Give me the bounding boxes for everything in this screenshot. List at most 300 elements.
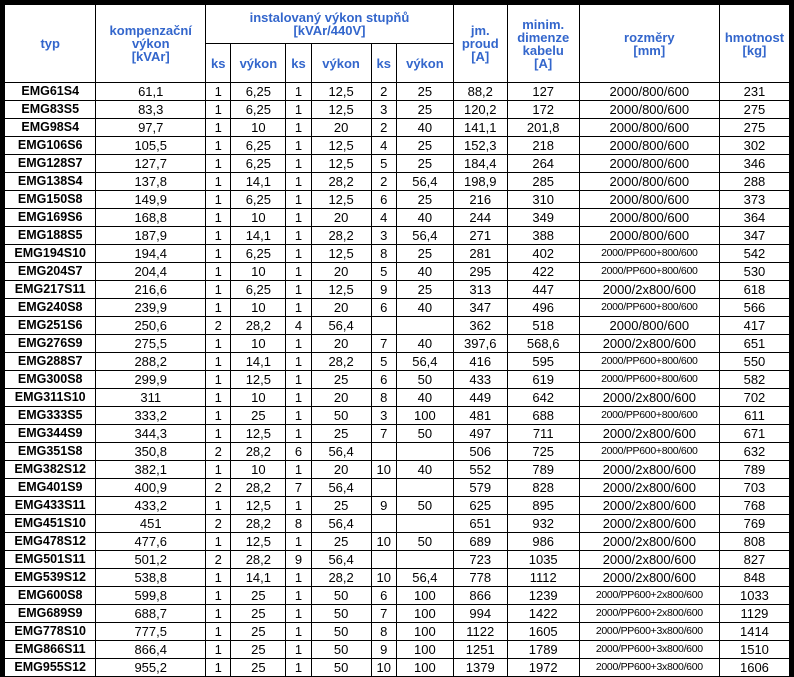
cell-kompenzacni-vykon: 299,9 xyxy=(96,371,205,388)
cell-hmotnost: 364 xyxy=(720,209,789,226)
cell-ks-1: 1 xyxy=(206,281,230,298)
cell-kompenzacni-vykon: 955,2 xyxy=(96,659,205,676)
cell-ks-3 xyxy=(372,515,396,532)
cell-typ: EMG240S8 xyxy=(5,299,95,316)
cell-ks-1: 1 xyxy=(206,623,230,640)
cell-kompenzacni-vykon: 83,3 xyxy=(96,101,205,118)
table-row xyxy=(5,425,789,442)
cell-rozmery: 2000/PP600+3x800/600 xyxy=(580,623,719,640)
cell-ks-1: 1 xyxy=(206,173,230,190)
cell-ks-2: 1 xyxy=(286,173,310,190)
col-header-hmotnost: hmotnost [kg] xyxy=(720,5,789,82)
table-row xyxy=(5,551,789,568)
cell-vykon-2: 20 xyxy=(312,389,371,406)
cell-vykon-1: 28,2 xyxy=(231,443,285,460)
cell-minim-dimenze: 1972 xyxy=(508,659,579,676)
cell-vykon-2: 28,2 xyxy=(312,569,371,586)
cell-rozmery: 2000/800/600 xyxy=(580,173,719,190)
cell-ks-2: 1 xyxy=(286,659,310,676)
cell-ks-3: 3 xyxy=(372,227,396,244)
cell-rozmery: 2000/2x800/600 xyxy=(580,461,719,478)
cell-kompenzacni-vykon: 344,3 xyxy=(96,425,205,442)
cell-ks-1: 1 xyxy=(206,497,230,514)
col-header-jm-proud: jm. proud [A] xyxy=(454,5,507,82)
cell-ks-3: 2 xyxy=(372,119,396,136)
cell-vykon-1: 6,25 xyxy=(231,191,285,208)
cell-vykon-3: 100 xyxy=(397,587,453,604)
cell-jm-proud: 362 xyxy=(454,317,507,334)
cell-ks-3: 9 xyxy=(372,497,396,514)
cell-ks-3: 6 xyxy=(372,371,396,388)
table-row xyxy=(5,155,789,172)
cell-ks-2: 1 xyxy=(286,335,310,352)
cell-kompenzacni-vykon: 538,8 xyxy=(96,569,205,586)
cell-vykon-2: 28,2 xyxy=(312,227,371,244)
cell-minim-dimenze: 201,8 xyxy=(508,119,579,136)
cell-vykon-3: 25 xyxy=(397,245,453,262)
cell-rozmery: 2000/PP600+2x800/600 xyxy=(580,587,719,604)
cell-minim-dimenze: 1789 xyxy=(508,641,579,658)
cell-kompenzacni-vykon: 239,9 xyxy=(96,299,205,316)
cell-typ: EMG169S6 xyxy=(5,209,95,226)
cell-ks-1: 1 xyxy=(206,425,230,442)
cell-kompenzacni-vykon: 777,5 xyxy=(96,623,205,640)
table-row xyxy=(5,335,789,352)
cell-vykon-2: 50 xyxy=(312,587,371,604)
cell-kompenzacni-vykon: 688,7 xyxy=(96,605,205,622)
cell-minim-dimenze: 310 xyxy=(508,191,579,208)
cell-vykon-2: 12,5 xyxy=(312,245,371,262)
cell-typ: EMG288S7 xyxy=(5,353,95,370)
cell-ks-1: 1 xyxy=(206,569,230,586)
cell-vykon-3: 50 xyxy=(397,425,453,442)
cell-ks-2: 1 xyxy=(286,209,310,226)
col-header-ks-3: ks xyxy=(372,44,396,82)
cell-vykon-3: 25 xyxy=(397,83,453,100)
table-row xyxy=(5,569,789,586)
cell-vykon-1: 12,5 xyxy=(231,425,285,442)
table-row xyxy=(5,281,789,298)
cell-kompenzacni-vykon: 168,8 xyxy=(96,209,205,226)
cell-hmotnost: 530 xyxy=(720,263,789,280)
cell-ks-1: 1 xyxy=(206,659,230,676)
cell-ks-1: 1 xyxy=(206,101,230,118)
cell-kompenzacni-vykon: 400,9 xyxy=(96,479,205,496)
cell-jm-proud: 281 xyxy=(454,245,507,262)
cell-typ: EMG501S11 xyxy=(5,551,95,568)
col-header-rozmery: rozměry [mm] xyxy=(580,5,719,82)
cell-ks-1: 1 xyxy=(206,191,230,208)
cell-ks-1: 1 xyxy=(206,155,230,172)
cell-hmotnost: 373 xyxy=(720,191,789,208)
cell-ks-3: 5 xyxy=(372,263,396,280)
cell-vykon-2: 50 xyxy=(312,641,371,658)
cell-vykon-1: 10 xyxy=(231,209,285,226)
cell-vykon-2: 12,5 xyxy=(312,191,371,208)
cell-jm-proud: 152,3 xyxy=(454,137,507,154)
cell-jm-proud: 120,2 xyxy=(454,101,507,118)
cell-rozmery: 2000/PP600+800/600 xyxy=(580,443,719,460)
cell-minim-dimenze: 285 xyxy=(508,173,579,190)
cell-vykon-3: 40 xyxy=(397,119,453,136)
cell-vykon-1: 14,1 xyxy=(231,569,285,586)
cell-kompenzacni-vykon: 149,9 xyxy=(96,191,205,208)
cell-vykon-2: 25 xyxy=(312,425,371,442)
cell-ks-2: 1 xyxy=(286,245,310,262)
cell-ks-2: 9 xyxy=(286,551,310,568)
cell-minim-dimenze: 688 xyxy=(508,407,579,424)
cell-vykon-1: 25 xyxy=(231,407,285,424)
cell-kompenzacni-vykon: 433,2 xyxy=(96,497,205,514)
cell-rozmery: 2000/800/600 xyxy=(580,191,719,208)
cell-ks-1: 1 xyxy=(206,461,230,478)
cell-ks-2: 1 xyxy=(286,407,310,424)
cell-ks-1: 2 xyxy=(206,515,230,532)
cell-ks-1: 1 xyxy=(206,209,230,226)
cell-ks-3: 4 xyxy=(372,137,396,154)
cell-rozmery: 2000/800/600 xyxy=(580,119,719,136)
cell-ks-2: 1 xyxy=(286,497,310,514)
cell-jm-proud: 1122 xyxy=(454,623,507,640)
cell-hmotnost: 1510 xyxy=(720,641,789,658)
cell-vykon-2: 12,5 xyxy=(312,101,371,118)
cell-vykon-1: 10 xyxy=(231,335,285,352)
col-header-instalovany-vykon: instalovaný výkon stupňů [kVAr/440V] xyxy=(206,5,453,43)
cell-ks-2: 1 xyxy=(286,587,310,604)
table-row xyxy=(5,623,789,640)
cell-typ: EMG539S12 xyxy=(5,569,95,586)
col-header-ks-2: ks xyxy=(286,44,310,82)
cell-vykon-2: 56,4 xyxy=(312,479,371,496)
table-row xyxy=(5,227,789,244)
cell-vykon-1: 12,5 xyxy=(231,497,285,514)
cell-hmotnost: 703 xyxy=(720,479,789,496)
cell-ks-3: 2 xyxy=(372,83,396,100)
cell-hmotnost: 1414 xyxy=(720,623,789,640)
cell-ks-3: 6 xyxy=(372,299,396,316)
cell-vykon-1: 10 xyxy=(231,119,285,136)
cell-rozmery: 2000/800/600 xyxy=(580,155,719,172)
cell-jm-proud: 216 xyxy=(454,191,507,208)
cell-rozmery: 2000/PP600+3x800/600 xyxy=(580,659,719,676)
cell-vykon-3: 100 xyxy=(397,659,453,676)
table-row xyxy=(5,263,789,280)
cell-vykon-3 xyxy=(397,443,453,460)
cell-typ: EMG276S9 xyxy=(5,335,95,352)
cell-vykon-3 xyxy=(397,551,453,568)
cell-hmotnost: 275 xyxy=(720,101,789,118)
cell-ks-2: 1 xyxy=(286,623,310,640)
table-row xyxy=(5,659,789,676)
cell-vykon-3: 40 xyxy=(397,335,453,352)
cell-minim-dimenze: 388 xyxy=(508,227,579,244)
col-header-ks-1: ks xyxy=(206,44,230,82)
cell-vykon-2: 20 xyxy=(312,263,371,280)
cell-vykon-3: 56,4 xyxy=(397,353,453,370)
cell-vykon-1: 12,5 xyxy=(231,533,285,550)
cell-vykon-3: 40 xyxy=(397,461,453,478)
cell-rozmery: 2000/2x800/600 xyxy=(580,281,719,298)
col-header-vykon-3: výkon xyxy=(397,44,453,82)
cell-typ: EMG138S4 xyxy=(5,173,95,190)
cell-typ: EMG150S8 xyxy=(5,191,95,208)
cell-kompenzacni-vykon: 350,8 xyxy=(96,443,205,460)
table-row xyxy=(5,119,789,136)
cell-ks-1: 1 xyxy=(206,641,230,658)
cell-vykon-3: 40 xyxy=(397,263,453,280)
cell-typ: EMG451S10 xyxy=(5,515,95,532)
cell-vykon-3: 50 xyxy=(397,497,453,514)
cell-ks-1: 1 xyxy=(206,299,230,316)
cell-hmotnost: 417 xyxy=(720,317,789,334)
cell-ks-1: 2 xyxy=(206,551,230,568)
cell-jm-proud: 723 xyxy=(454,551,507,568)
cell-typ: EMG98S4 xyxy=(5,119,95,136)
cell-kompenzacni-vykon: 105,5 xyxy=(96,137,205,154)
cell-minim-dimenze: 1422 xyxy=(508,605,579,622)
cell-typ: EMG351S8 xyxy=(5,443,95,460)
cell-minim-dimenze: 1605 xyxy=(508,623,579,640)
cell-vykon-1: 25 xyxy=(231,605,285,622)
cell-vykon-1: 28,2 xyxy=(231,317,285,334)
cell-typ: EMG866S11 xyxy=(5,641,95,658)
cell-vykon-1: 28,2 xyxy=(231,515,285,532)
cell-vykon-1: 14,1 xyxy=(231,227,285,244)
cell-jm-proud: 625 xyxy=(454,497,507,514)
cell-kompenzacni-vykon: 187,9 xyxy=(96,227,205,244)
table-row xyxy=(5,605,789,622)
cell-ks-1: 1 xyxy=(206,587,230,604)
cell-jm-proud: 497 xyxy=(454,425,507,442)
cell-jm-proud: 184,4 xyxy=(454,155,507,172)
cell-hmotnost: 1606 xyxy=(720,659,789,676)
cell-jm-proud: 88,2 xyxy=(454,83,507,100)
cell-ks-2: 1 xyxy=(286,155,310,172)
cell-ks-3 xyxy=(372,551,396,568)
cell-rozmery: 2000/PP600+800/600 xyxy=(580,245,719,262)
cell-ks-1: 1 xyxy=(206,263,230,280)
cell-kompenzacni-vykon: 311 xyxy=(96,389,205,406)
cell-ks-1: 1 xyxy=(206,335,230,352)
cell-hmotnost: 611 xyxy=(720,407,789,424)
table-row xyxy=(5,389,789,406)
cell-kompenzacni-vykon: 194,4 xyxy=(96,245,205,262)
cell-hmotnost: 347 xyxy=(720,227,789,244)
cell-typ: EMG128S7 xyxy=(5,155,95,172)
cell-typ: EMG61S4 xyxy=(5,83,95,100)
cell-ks-2: 1 xyxy=(286,461,310,478)
cell-kompenzacni-vykon: 599,8 xyxy=(96,587,205,604)
col-header-minim-dimenze: minim. dimenze kabelu [A] xyxy=(508,5,579,82)
cell-minim-dimenze: 1035 xyxy=(508,551,579,568)
cell-jm-proud: 778 xyxy=(454,569,507,586)
cell-vykon-1: 10 xyxy=(231,263,285,280)
cell-vykon-3: 40 xyxy=(397,299,453,316)
cell-jm-proud: 1251 xyxy=(454,641,507,658)
cell-vykon-1: 10 xyxy=(231,299,285,316)
cell-ks-3: 3 xyxy=(372,407,396,424)
cell-jm-proud: 295 xyxy=(454,263,507,280)
cell-ks-3: 10 xyxy=(372,461,396,478)
cell-jm-proud: 141,1 xyxy=(454,119,507,136)
cell-jm-proud: 651 xyxy=(454,515,507,532)
cell-hmotnost: 789 xyxy=(720,461,789,478)
cell-vykon-3: 100 xyxy=(397,623,453,640)
cell-rozmery: 2000/PP600+800/600 xyxy=(580,407,719,424)
cell-kompenzacni-vykon: 382,1 xyxy=(96,461,205,478)
cell-vykon-2: 56,4 xyxy=(312,443,371,460)
table-row xyxy=(5,461,789,478)
cell-vykon-3: 50 xyxy=(397,533,453,550)
capacitor-bank-table xyxy=(4,4,790,677)
cell-ks-3: 5 xyxy=(372,353,396,370)
cell-ks-1: 1 xyxy=(206,389,230,406)
cell-vykon-3: 56,4 xyxy=(397,569,453,586)
cell-ks-2: 7 xyxy=(286,479,310,496)
cell-vykon-2: 12,5 xyxy=(312,83,371,100)
cell-typ: EMG600S8 xyxy=(5,587,95,604)
cell-hmotnost: 288 xyxy=(720,173,789,190)
cell-rozmery: 2000/800/600 xyxy=(580,209,719,226)
table-row xyxy=(5,407,789,424)
cell-vykon-2: 50 xyxy=(312,659,371,676)
cell-ks-1: 1 xyxy=(206,407,230,424)
cell-hmotnost: 1129 xyxy=(720,605,789,622)
cell-jm-proud: 481 xyxy=(454,407,507,424)
cell-ks-3: 7 xyxy=(372,335,396,352)
cell-typ: EMG778S10 xyxy=(5,623,95,640)
table-row xyxy=(5,191,789,208)
cell-typ: EMG311S10 xyxy=(5,389,95,406)
cell-vykon-3 xyxy=(397,515,453,532)
cell-ks-2: 6 xyxy=(286,443,310,460)
cell-jm-proud: 689 xyxy=(454,533,507,550)
cell-ks-3: 8 xyxy=(372,389,396,406)
cell-rozmery: 2000/2x800/600 xyxy=(580,515,719,532)
cell-rozmery: 2000/2x800/600 xyxy=(580,533,719,550)
cell-ks-2: 1 xyxy=(286,191,310,208)
cell-hmotnost: 346 xyxy=(720,155,789,172)
cell-kompenzacni-vykon: 477,6 xyxy=(96,533,205,550)
cell-vykon-1: 28,2 xyxy=(231,551,285,568)
cell-jm-proud: 198,9 xyxy=(454,173,507,190)
cell-typ: EMG188S5 xyxy=(5,227,95,244)
cell-ks-1: 1 xyxy=(206,83,230,100)
cell-minim-dimenze: 496 xyxy=(508,299,579,316)
cell-vykon-2: 12,5 xyxy=(312,155,371,172)
cell-minim-dimenze: 447 xyxy=(508,281,579,298)
cell-rozmery: 2000/2x800/600 xyxy=(580,335,719,352)
cell-kompenzacni-vykon: 451 xyxy=(96,515,205,532)
cell-minim-dimenze: 789 xyxy=(508,461,579,478)
cell-ks-3: 4 xyxy=(372,209,396,226)
cell-ks-2: 1 xyxy=(286,605,310,622)
cell-minim-dimenze: 127 xyxy=(508,83,579,100)
table-row xyxy=(5,497,789,514)
cell-vykon-3: 40 xyxy=(397,389,453,406)
cell-vykon-1: 6,25 xyxy=(231,137,285,154)
cell-vykon-2: 25 xyxy=(312,533,371,550)
cell-ks-3: 9 xyxy=(372,281,396,298)
table-row xyxy=(5,515,789,532)
cell-ks-3 xyxy=(372,443,396,460)
cell-typ: EMG344S9 xyxy=(5,425,95,442)
cell-typ: EMG204S7 xyxy=(5,263,95,280)
cell-vykon-1: 6,25 xyxy=(231,155,285,172)
cell-ks-3: 3 xyxy=(372,101,396,118)
cell-rozmery: 2000/PP600+800/600 xyxy=(580,299,719,316)
cell-kompenzacni-vykon: 137,8 xyxy=(96,173,205,190)
cell-typ: EMG300S8 xyxy=(5,371,95,388)
cell-minim-dimenze: 725 xyxy=(508,443,579,460)
cell-rozmery: 2000/PP600+800/600 xyxy=(580,371,719,388)
cell-ks-2: 1 xyxy=(286,227,310,244)
cell-jm-proud: 866 xyxy=(454,587,507,604)
cell-kompenzacni-vykon: 501,2 xyxy=(96,551,205,568)
cell-vykon-1: 6,25 xyxy=(231,281,285,298)
col-header-kompenzacni-vykon: kompenzační výkon [kVAr] xyxy=(96,5,205,82)
cell-ks-2: 1 xyxy=(286,389,310,406)
cell-jm-proud: 433 xyxy=(454,371,507,388)
cell-vykon-1: 12,5 xyxy=(231,371,285,388)
cell-vykon-3 xyxy=(397,479,453,496)
cell-kompenzacni-vykon: 204,4 xyxy=(96,263,205,280)
cell-ks-3 xyxy=(372,479,396,496)
table-row xyxy=(5,83,789,100)
cell-typ: EMG382S12 xyxy=(5,461,95,478)
cell-ks-1: 2 xyxy=(206,443,230,460)
table-row xyxy=(5,317,789,334)
cell-vykon-2: 12,5 xyxy=(312,281,371,298)
cell-vykon-2: 12,5 xyxy=(312,137,371,154)
cell-vykon-3: 25 xyxy=(397,155,453,172)
cell-ks-1: 1 xyxy=(206,227,230,244)
cell-vykon-3: 25 xyxy=(397,137,453,154)
cell-vykon-2: 20 xyxy=(312,335,371,352)
cell-jm-proud: 552 xyxy=(454,461,507,478)
cell-hmotnost: 618 xyxy=(720,281,789,298)
cell-vykon-3: 25 xyxy=(397,101,453,118)
cell-rozmery: 2000/800/600 xyxy=(580,317,719,334)
cell-vykon-1: 6,25 xyxy=(231,101,285,118)
col-header-typ: typ xyxy=(5,5,95,82)
cell-minim-dimenze: 568,6 xyxy=(508,335,579,352)
cell-rozmery: 2000/2x800/600 xyxy=(580,551,719,568)
cell-vykon-3: 50 xyxy=(397,371,453,388)
cell-vykon-1: 25 xyxy=(231,587,285,604)
cell-ks-1: 2 xyxy=(206,317,230,334)
cell-kompenzacni-vykon: 216,6 xyxy=(96,281,205,298)
cell-ks-1: 1 xyxy=(206,533,230,550)
cell-hmotnost: 827 xyxy=(720,551,789,568)
cell-hmotnost: 632 xyxy=(720,443,789,460)
cell-hmotnost: 1033 xyxy=(720,587,789,604)
cell-minim-dimenze: 349 xyxy=(508,209,579,226)
cell-ks-3: 7 xyxy=(372,425,396,442)
cell-ks-3: 6 xyxy=(372,587,396,604)
cell-hmotnost: 231 xyxy=(720,83,789,100)
cell-ks-3: 10 xyxy=(372,659,396,676)
cell-ks-3: 9 xyxy=(372,641,396,658)
cell-jm-proud: 244 xyxy=(454,209,507,226)
cell-kompenzacni-vykon: 333,2 xyxy=(96,407,205,424)
cell-vykon-1: 25 xyxy=(231,641,285,658)
cell-jm-proud: 994 xyxy=(454,605,507,622)
cell-hmotnost: 542 xyxy=(720,245,789,262)
cell-vykon-3: 100 xyxy=(397,641,453,658)
cell-kompenzacni-vykon: 97,7 xyxy=(96,119,205,136)
cell-hmotnost: 550 xyxy=(720,353,789,370)
